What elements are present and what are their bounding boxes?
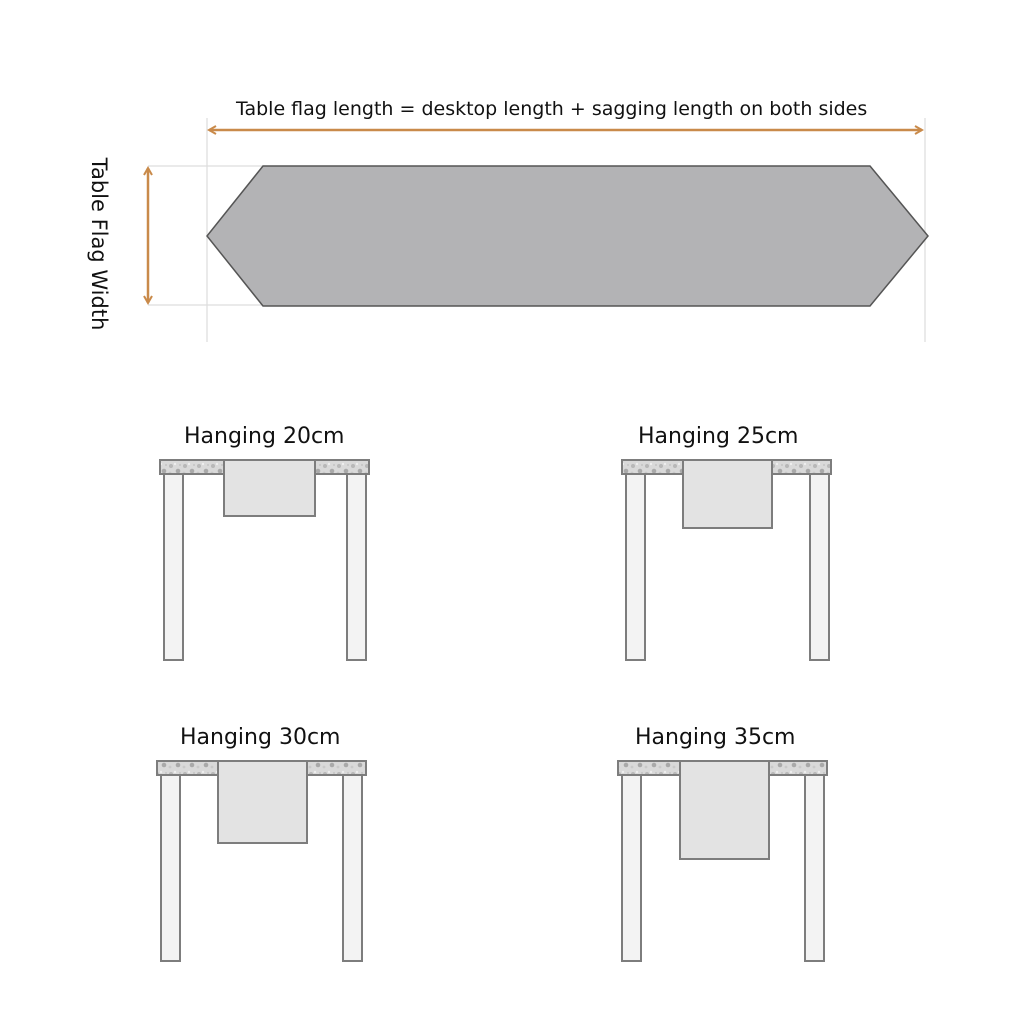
table-leg-right [343,775,362,961]
table-hanging-25 [622,460,831,660]
runner-drape [218,761,307,843]
table-leg-right [805,775,824,961]
table-hanging-35 [618,761,827,961]
hanging-25cm-caption: Hanging 25cm [638,424,799,449]
hanging-30cm-caption: Hanging 30cm [180,725,341,750]
hanging-20cm-caption: Hanging 20cm [184,424,345,449]
table-leg-left [164,474,183,660]
table-flag-width-label: Table Flag Width [87,157,111,331]
table-leg-right [347,474,366,660]
table-hanging-20 [160,460,369,660]
table-leg-left [161,775,180,961]
table-runner-shape [207,166,928,306]
runner-drape [680,761,769,859]
table-leg-left [622,775,641,961]
runner-drape [224,460,315,516]
runner-drape [683,460,772,528]
table-flag-length-label: Table flag length = desktop length + sagging length on both sides [236,98,868,120]
table-leg-left [626,474,645,660]
table-hanging-30 [157,761,366,961]
table-leg-right [810,474,829,660]
hanging-35cm-caption: Hanging 35cm [635,725,796,750]
